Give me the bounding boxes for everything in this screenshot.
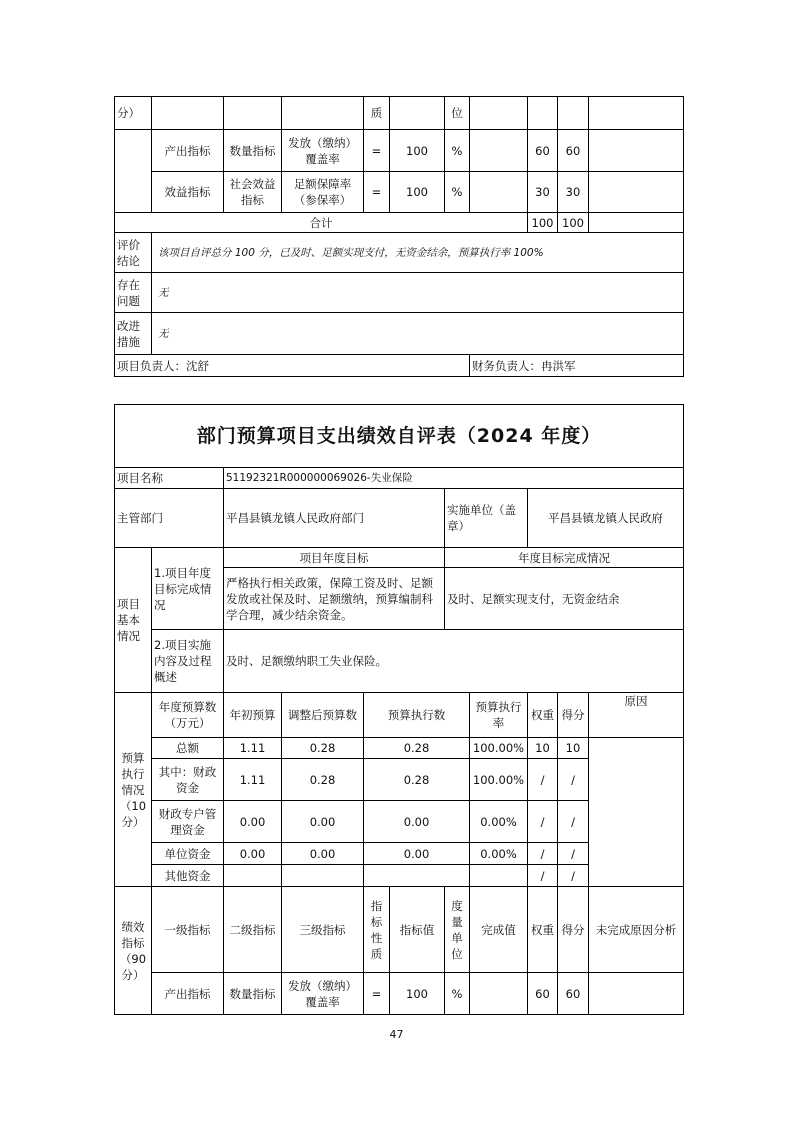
finance-lead: 财务负责人：冉洪军 <box>470 355 684 377</box>
cell: / <box>558 865 589 887</box>
cell: 100 <box>390 130 445 172</box>
table-row <box>115 213 684 233</box>
table-row <box>115 548 684 568</box>
dept-label: 主管部门 <box>115 489 224 548</box>
cell: 发放（缴纳）覆盖率 <box>282 973 364 1015</box>
self-evaluation-table <box>114 404 684 1015</box>
done-header: 年度目标完成情况 <box>445 548 684 568</box>
done-text: 及时、足额实现支付，无资金结余 <box>445 568 684 630</box>
goal-label: 1.项目年度目标完成情况 <box>152 548 224 630</box>
table-row <box>115 630 684 693</box>
cell: 0.00 <box>282 843 364 865</box>
cell: 位 <box>445 97 470 130</box>
table-row <box>115 489 684 548</box>
cell: 0.28 <box>364 759 470 801</box>
col-header: 年度预算数（万元） <box>152 693 224 738</box>
measures-label: 改进措施 <box>115 313 152 355</box>
col-header: 预算执行率 <box>470 693 528 738</box>
page-title: 部门预算项目支出绩效自评表（2024 年度） <box>115 405 684 468</box>
cell: % <box>445 130 470 172</box>
cell: 0.00 <box>224 801 282 843</box>
col-header: 度量单位 <box>445 887 470 973</box>
cell: 0.28 <box>282 759 364 801</box>
cell: 10 <box>558 738 589 759</box>
table-row <box>115 355 684 377</box>
conclusion-label: 评价结论 <box>115 233 152 273</box>
perf-label: 绩效指标（90分） <box>115 887 152 1015</box>
cell: 1.11 <box>224 738 282 759</box>
table-row <box>115 887 684 973</box>
cell: 0.28 <box>282 738 364 759</box>
cell: 质 <box>364 97 390 130</box>
cell: 0.00% <box>470 843 528 865</box>
col-header: 权重 <box>528 887 558 973</box>
table-row <box>115 97 684 130</box>
content-text: 及时、足额缴纳职工失业保险。 <box>224 630 684 693</box>
goal-text: 严格执行相关政策，保障工资及时、足额发放或社保及时、足额缴纳，预算编制科学合理，减少结余资金。 <box>224 568 445 630</box>
project-name-label: 项目名称 <box>115 468 224 489</box>
table-row <box>115 313 684 355</box>
cell: = <box>364 973 390 1015</box>
cell: / <box>528 843 558 865</box>
cell: 60 <box>558 130 589 172</box>
cell: 社会效益指标 <box>224 172 282 213</box>
budget-name: 总额 <box>152 738 224 759</box>
table-row <box>115 405 684 468</box>
dept-value: 平昌县镇龙镇人民政府部门 <box>224 489 445 548</box>
cell: % <box>445 973 470 1015</box>
cell: 0.00 <box>224 843 282 865</box>
budget-name: 其他资金 <box>152 865 224 887</box>
col-header: 得分 <box>558 887 589 973</box>
budget-name: 财政专户管理资金 <box>152 801 224 843</box>
cell: 产出指标 <box>152 130 224 172</box>
cell: 30 <box>528 172 558 213</box>
cell: / <box>558 801 589 843</box>
cell: % <box>445 172 470 213</box>
table-row <box>115 693 684 738</box>
goal-header: 项目年度目标 <box>224 548 445 568</box>
cell: / <box>528 865 558 887</box>
cell: 分） <box>115 97 152 130</box>
cell: 100.00% <box>470 759 528 801</box>
cell: 60 <box>528 130 558 172</box>
budget-label: 预算执行情况（10分） <box>115 693 152 887</box>
cell: / <box>528 759 558 801</box>
cell: 100.00% <box>470 738 528 759</box>
issues-label: 存在问题 <box>115 273 152 313</box>
cell: 30 <box>558 172 589 213</box>
cell: 100 <box>390 172 445 213</box>
basic-info-label: 项目基本情况 <box>115 548 152 693</box>
col-header: 年初预算 <box>224 693 282 738</box>
budget-name: 其中：财政资金 <box>152 759 224 801</box>
cell: 发放（缴纳）覆盖率 <box>282 130 364 172</box>
cell: 数量指标 <box>224 973 282 1015</box>
table-row <box>115 130 684 172</box>
table-row <box>115 468 684 489</box>
col-header: 预算执行数 <box>364 693 470 738</box>
cell: = <box>364 130 390 172</box>
cell: 100 <box>528 213 558 233</box>
cell <box>224 865 282 887</box>
col-header: 调整后预算数 <box>282 693 364 738</box>
total-label: 合计 <box>115 213 528 233</box>
project-lead: 项目负责人：沈舒 <box>115 355 470 377</box>
col-header: 指标性质 <box>364 887 390 973</box>
cell: / <box>528 801 558 843</box>
cell: 0.00 <box>282 801 364 843</box>
col-header: 未完成原因分析 <box>589 887 684 973</box>
cell: 60 <box>558 973 589 1015</box>
issues-text: 无 <box>152 273 684 313</box>
cell: 足额保障率（参保率） <box>282 172 364 213</box>
cell: 数量指标 <box>224 130 282 172</box>
table-row <box>115 973 684 1015</box>
cell <box>364 865 470 887</box>
page-number: 47 <box>389 1028 404 1041</box>
cell: 0.28 <box>364 738 470 759</box>
cell: 0.00% <box>470 801 528 843</box>
table-row <box>115 738 684 759</box>
top-table <box>114 96 684 377</box>
content-label: 2.项目实施内容及过程概述 <box>152 630 224 693</box>
cell: 0.00 <box>364 843 470 865</box>
conclusion-text: 该项目自评总分 100 分，已及时、足额实现支付，无资金结余，预算执行率 100% <box>152 233 684 273</box>
cell: / <box>558 759 589 801</box>
cell: 产出指标 <box>152 973 224 1015</box>
cell: 100 <box>390 973 445 1015</box>
cell: 效益指标 <box>152 172 224 213</box>
col-header: 二级指标 <box>224 887 282 973</box>
cell: 60 <box>528 973 558 1015</box>
cell: 0.00 <box>364 801 470 843</box>
project-name: 51192321R000000069026-失业保险 <box>224 468 684 489</box>
col-header: 得分 <box>558 693 589 738</box>
cell <box>470 865 528 887</box>
col-header: 原因 <box>589 693 684 738</box>
cell: 10 <box>528 738 558 759</box>
cell <box>282 865 364 887</box>
impl-value: 平昌县镇龙镇人民政府 <box>528 489 684 548</box>
col-header: 完成值 <box>470 887 528 973</box>
cell: 1.11 <box>224 759 282 801</box>
col-header: 权重 <box>528 693 558 738</box>
budget-name: 单位资金 <box>152 843 224 865</box>
col-header: 三级指标 <box>282 887 364 973</box>
col-header: 指标值 <box>390 887 445 973</box>
cell: = <box>364 172 390 213</box>
impl-label: 实施单位（盖章） <box>445 489 528 548</box>
table-row <box>115 273 684 313</box>
measures-text: 无 <box>152 313 684 355</box>
table-row <box>115 233 684 273</box>
cell: 100 <box>558 213 589 233</box>
table-row <box>115 172 684 213</box>
cell: / <box>558 843 589 865</box>
col-header: 一级指标 <box>152 887 224 973</box>
